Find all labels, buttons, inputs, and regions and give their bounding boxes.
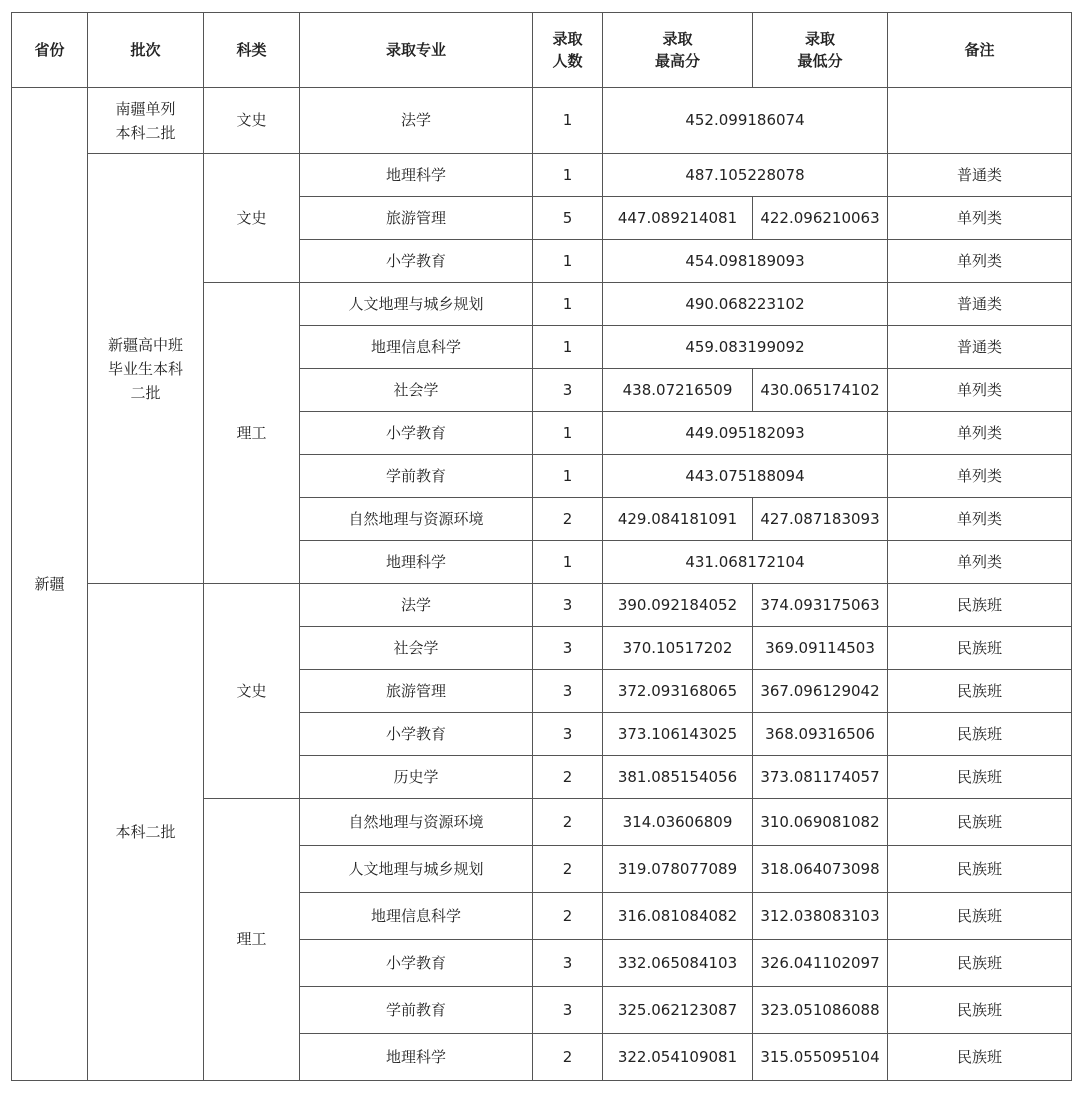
subject-cell: 文史 bbox=[204, 154, 300, 283]
count-cell: 2 bbox=[533, 846, 603, 893]
count-cell: 1 bbox=[533, 412, 603, 455]
major-cell: 人文地理与城乡规划 bbox=[300, 846, 533, 893]
major-cell: 社会学 bbox=[300, 627, 533, 670]
remark-cell: 民族班 bbox=[888, 756, 1072, 799]
remark-cell: 单列类 bbox=[888, 240, 1072, 283]
count-cell: 3 bbox=[533, 713, 603, 756]
header-low-line2: 最低分 bbox=[797, 52, 843, 70]
batch-line: 南疆单列 bbox=[115, 99, 176, 118]
major-cell: 地理科学 bbox=[300, 1034, 533, 1081]
remark-cell: 民族班 bbox=[888, 799, 1072, 846]
major-cell: 自然地理与资源环境 bbox=[300, 498, 533, 541]
province-cell: 新疆 bbox=[12, 88, 88, 1081]
header-batch: 批次 bbox=[88, 13, 204, 88]
count-cell: 1 bbox=[533, 154, 603, 197]
header-low-score bbox=[753, 13, 888, 88]
header-subject: 科类 bbox=[204, 13, 300, 88]
remark-cell: 普通类 bbox=[888, 326, 1072, 369]
high-score-cell: 314.03606809 bbox=[603, 799, 753, 846]
header-remark: 备注 bbox=[888, 13, 1072, 88]
major-cell: 人文地理与城乡规划 bbox=[300, 283, 533, 326]
major-cell: 地理信息科学 bbox=[300, 326, 533, 369]
major-cell: 地理信息科学 bbox=[300, 893, 533, 940]
count-cell: 3 bbox=[533, 987, 603, 1034]
high-score-cell: 447.089214081 bbox=[603, 197, 753, 240]
remark-cell: 民族班 bbox=[888, 893, 1072, 940]
low-score-cell: 369.09114503 bbox=[753, 627, 888, 670]
batch-cell-regular: 本科二批 bbox=[88, 584, 204, 1081]
count-cell: 3 bbox=[533, 369, 603, 412]
score-cell-merged: 487.105228078 bbox=[603, 154, 888, 197]
remark-cell: 民族班 bbox=[888, 987, 1072, 1034]
header-high-line2: 最高分 bbox=[654, 52, 700, 70]
major-cell: 法学 bbox=[300, 584, 533, 627]
count-cell: 1 bbox=[533, 88, 603, 154]
remark-cell: 单列类 bbox=[888, 197, 1072, 240]
high-score-cell: 429.084181091 bbox=[603, 498, 753, 541]
low-score-cell: 422.096210063 bbox=[753, 197, 888, 240]
table-row bbox=[12, 584, 1072, 627]
remark-cell: 民族班 bbox=[888, 627, 1072, 670]
count-cell: 1 bbox=[533, 455, 603, 498]
high-score-cell: 332.065084103 bbox=[603, 940, 753, 987]
major-cell: 旅游管理 bbox=[300, 197, 533, 240]
low-score-cell: 368.09316506 bbox=[753, 713, 888, 756]
high-score-cell: 325.062123087 bbox=[603, 987, 753, 1034]
low-score-cell: 374.093175063 bbox=[753, 584, 888, 627]
subject-cell: 理工 bbox=[204, 283, 300, 584]
header-row bbox=[12, 13, 1072, 88]
count-cell: 3 bbox=[533, 940, 603, 987]
low-score-cell: 373.081174057 bbox=[753, 756, 888, 799]
remark-cell: 民族班 bbox=[888, 1034, 1072, 1081]
header-high-score bbox=[603, 13, 753, 88]
major-cell: 小学教育 bbox=[300, 240, 533, 283]
score-cell-merged: 490.068223102 bbox=[603, 283, 888, 326]
low-score-cell: 315.055095104 bbox=[753, 1034, 888, 1081]
batch-line: 新疆高中班 bbox=[107, 335, 183, 354]
major-cell: 学前教育 bbox=[300, 455, 533, 498]
remark-cell: 民族班 bbox=[888, 846, 1072, 893]
count-cell: 2 bbox=[533, 756, 603, 799]
low-score-cell: 323.051086088 bbox=[753, 987, 888, 1034]
low-score-cell: 312.038083103 bbox=[753, 893, 888, 940]
high-score-cell: 372.093168065 bbox=[603, 670, 753, 713]
low-score-cell: 367.096129042 bbox=[753, 670, 888, 713]
major-cell: 小学教育 bbox=[300, 713, 533, 756]
major-cell: 学前教育 bbox=[300, 987, 533, 1034]
count-cell: 2 bbox=[533, 1034, 603, 1081]
count-cell: 3 bbox=[533, 627, 603, 670]
major-cell: 地理科学 bbox=[300, 154, 533, 197]
subject-cell: 理工 bbox=[204, 799, 300, 1081]
batch-cell-south bbox=[88, 88, 204, 154]
count-cell: 1 bbox=[533, 240, 603, 283]
remark-cell: 单列类 bbox=[888, 498, 1072, 541]
count-cell: 1 bbox=[533, 283, 603, 326]
high-score-cell: 381.085154056 bbox=[603, 756, 753, 799]
high-score-cell: 316.081084082 bbox=[603, 893, 753, 940]
batch-line: 毕业生本科 bbox=[107, 359, 183, 378]
low-score-cell: 430.065174102 bbox=[753, 369, 888, 412]
header-major: 录取专业 bbox=[300, 13, 533, 88]
score-cell-merged: 459.083199092 bbox=[603, 326, 888, 369]
table-row bbox=[12, 88, 1072, 154]
remark-cell: 普通类 bbox=[888, 154, 1072, 197]
count-cell: 3 bbox=[533, 584, 603, 627]
score-cell-merged: 452.099186074 bbox=[603, 88, 888, 154]
remark-cell: 单列类 bbox=[888, 455, 1072, 498]
score-cell-merged: 454.098189093 bbox=[603, 240, 888, 283]
high-score-cell: 370.10517202 bbox=[603, 627, 753, 670]
header-count bbox=[533, 13, 603, 88]
high-score-cell: 373.106143025 bbox=[603, 713, 753, 756]
major-cell: 自然地理与资源环境 bbox=[300, 799, 533, 846]
count-cell: 1 bbox=[533, 541, 603, 584]
low-score-cell: 318.064073098 bbox=[753, 846, 888, 893]
major-cell: 社会学 bbox=[300, 369, 533, 412]
count-cell: 3 bbox=[533, 670, 603, 713]
count-cell: 2 bbox=[533, 498, 603, 541]
header-count-line2: 人数 bbox=[552, 52, 583, 70]
count-cell: 2 bbox=[533, 893, 603, 940]
high-score-cell: 319.078077089 bbox=[603, 846, 753, 893]
header-province: 省份 bbox=[12, 13, 88, 88]
admission-table-container bbox=[11, 12, 1072, 1081]
count-cell: 5 bbox=[533, 197, 603, 240]
batch-cell-highschool bbox=[88, 154, 204, 584]
low-score-cell: 427.087183093 bbox=[753, 498, 888, 541]
header-high-line1: 录取 bbox=[662, 29, 693, 48]
header-low-line1: 录取 bbox=[804, 29, 835, 48]
major-cell: 小学教育 bbox=[300, 940, 533, 987]
score-cell-merged: 449.095182093 bbox=[603, 412, 888, 455]
major-cell: 法学 bbox=[300, 88, 533, 154]
remark-cell: 单列类 bbox=[888, 541, 1072, 584]
high-score-cell: 322.054109081 bbox=[603, 1034, 753, 1081]
batch-line: 二批 bbox=[130, 383, 161, 402]
subject-cell: 文史 bbox=[204, 584, 300, 799]
subject-cell: 文史 bbox=[204, 88, 300, 154]
remark-cell: 民族班 bbox=[888, 584, 1072, 627]
high-score-cell: 390.092184052 bbox=[603, 584, 753, 627]
remark-cell bbox=[888, 88, 1072, 154]
remark-cell: 普通类 bbox=[888, 283, 1072, 326]
high-score-cell: 438.07216509 bbox=[603, 369, 753, 412]
score-cell-merged: 443.075188094 bbox=[603, 455, 888, 498]
remark-cell: 单列类 bbox=[888, 412, 1072, 455]
major-cell: 旅游管理 bbox=[300, 670, 533, 713]
remark-cell: 民族班 bbox=[888, 670, 1072, 713]
low-score-cell: 326.041102097 bbox=[753, 940, 888, 987]
remark-cell: 民族班 bbox=[888, 713, 1072, 756]
count-cell: 1 bbox=[533, 326, 603, 369]
count-cell: 2 bbox=[533, 799, 603, 846]
major-cell: 历史学 bbox=[300, 756, 533, 799]
score-cell-merged: 431.068172104 bbox=[603, 541, 888, 584]
admission-table bbox=[11, 12, 1072, 1081]
major-cell: 小学教育 bbox=[300, 412, 533, 455]
major-cell: 地理科学 bbox=[300, 541, 533, 584]
header-count-line1: 录取 bbox=[552, 29, 583, 48]
batch-line: 本科二批 bbox=[115, 123, 176, 142]
low-score-cell: 310.069081082 bbox=[753, 799, 888, 846]
remark-cell: 民族班 bbox=[888, 940, 1072, 987]
remark-cell: 单列类 bbox=[888, 369, 1072, 412]
table-row bbox=[12, 154, 1072, 197]
